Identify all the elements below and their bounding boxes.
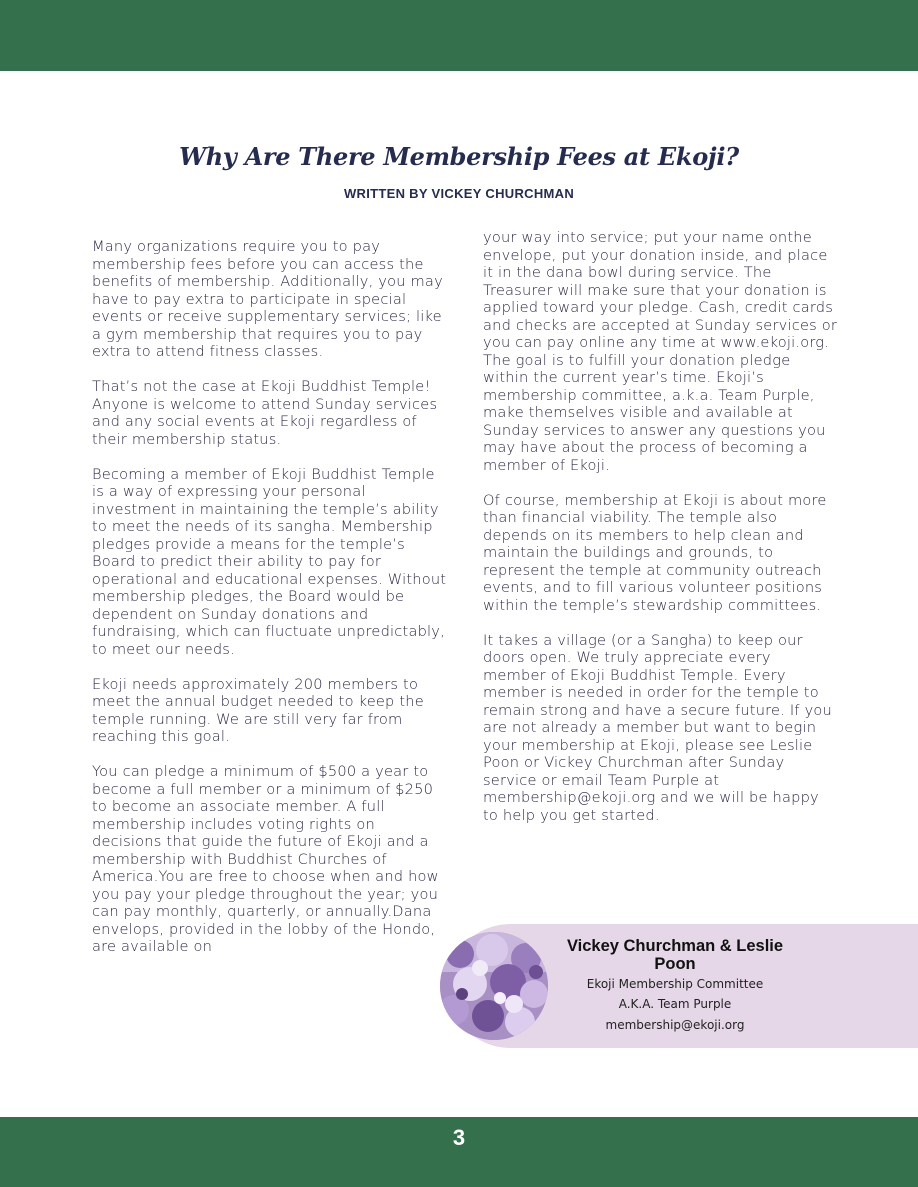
- team-name: A.K.A. Team Purple: [618, 997, 732, 1011]
- page-number: 3: [452, 1125, 466, 1150]
- article-title: Why Are There Membership Fees at Ekoji?: [179, 142, 739, 171]
- committee-name: Ekoji Membership Committee: [586, 977, 764, 991]
- author-names: Vickey Churchman & Leslie Poon: [566, 937, 784, 973]
- paragraph: Becoming a member of Ekoji Buddhist Temple is a way of expressing your personal investment in maintaining the temple’s ability to meet the needs of its sangha. Membership pledges provide a means for the temple’s Board to predict their ability to pay for operational and educational expenses. Without membership pledges, the Board would be dependent on Sunday donations and fundraising, which can fluctuate unpredictably, to meet our needs.: [92, 465, 447, 658]
- wisteria-photo: [440, 932, 548, 1040]
- contact-email: membership@ekoji.org: [605, 1018, 745, 1032]
- header-bar: [0, 0, 918, 71]
- paragraph: Of course, membership at Ekoji is about more than financial viability. The temple also depends on its members to help clean and maintain the buildings and grounds, to represent the temple at community outreach events, and to fill various volunteer positions within the temple’s stewardship committees.: [483, 491, 827, 614]
- article-column-left: [92, 238, 447, 973]
- paragraph: Ekoji needs approximately 200 members to meet the annual budget needed to keep the temple running. We are still very far from reaching this goal.: [92, 675, 424, 745]
- article-column-right: [483, 229, 838, 842]
- article-byline: WRITTEN BY VICKEY CHURCHMAN: [343, 186, 575, 201]
- paragraph: That’s not the case at Ekoji Buddhist Temple! Anyone is welcome to attend Sunday services and any social events at Ekoji regardless of their membership status.: [92, 378, 438, 448]
- wisteria-flowers-image: [440, 932, 548, 1040]
- paragraph: It takes a village (or a Sangha) to keep our doors open. We truly appreciate every member of Ekoji Buddhist Temple. Every member is needed in order for the temple to remain strong and have a secure future. If you are not already a member but want to begin your membership at Ekoji, please see Leslie Poon or Vickey Churchman after Sunday service or email Team Purple at membership@ekoji.org and we will be happy to help you get started.: [483, 631, 833, 824]
- paragraph: your way into service; put your name onthe envelope, put your donation inside, and place it in the dana bowl during service. The Treasurer will make sure that your donation is applied toward your pledge. Cash, credit cards and checks are accepted at Sunday services or you can pay online any time at www.ekoji.org. The goal is to fulfill your donation pledge within the current year’s time. Ekoji’s membership committee, a.k.a. Team Purple, make themselves visible and available at Sunday services to answer any questions you may have about the process of becoming a member of Ekoji.: [483, 229, 838, 474]
- paragraph: You can pledge a minimum of $500 a year to become a full member or a minimum of $250 to become an associate member. A full membership includes voting rights on decisions that guide the future of Ekoji and a membership with Buddhist Churches of America.You are free to choose when and how you pay your pledge throughout the year; you can pay monthly, quarterly, or annually.Dana envelops, provided in the lobby of the Hondo, are available on: [92, 763, 439, 955]
- paragraph: Many organizations require you to pay membership fees before you can access the benefits of membership. Additionally, you may have to pay extra to participate in special events or receive supplementary services; like a gym membership that requires you to pay extra to attend fitness classes.: [92, 238, 443, 360]
